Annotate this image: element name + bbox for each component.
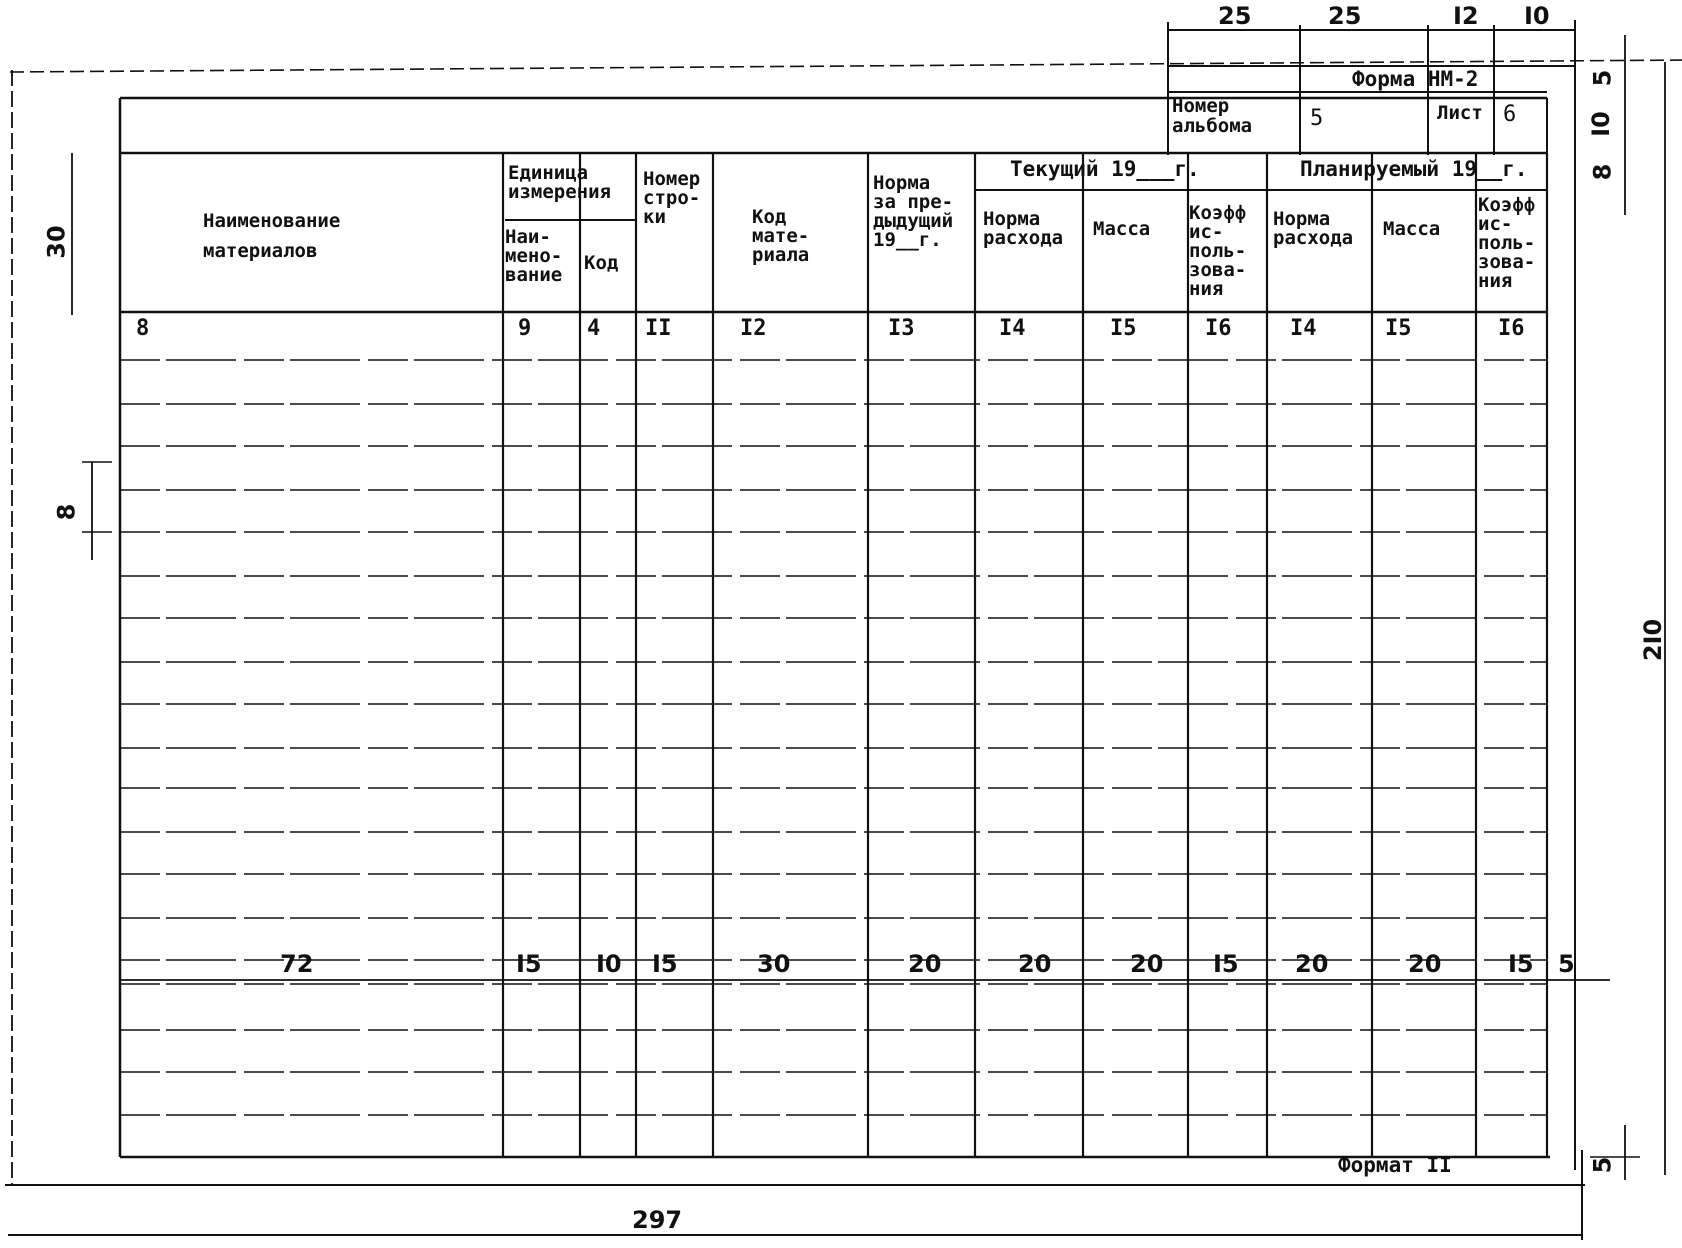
colwidth-12: I5 [1508, 950, 1534, 978]
colwidth-8: 20 [1130, 950, 1164, 978]
format-label: Формат II [1338, 1153, 1452, 1177]
colwidth-9: I5 [1213, 950, 1239, 978]
header-name: Наименование материалов [203, 210, 341, 262]
dim-right-1: 5 [1588, 69, 1617, 87]
dim-right-bottom: 5 [1588, 1156, 1617, 1174]
dim-total-width: 297 [632, 1206, 683, 1234]
dim-left-row: 8 [52, 503, 81, 521]
dim-row-gap-right: 5 [1558, 950, 1575, 978]
dim-total-height: 2I0 [1639, 618, 1668, 662]
dim-right-2: I0 [1586, 111, 1615, 137]
colwidth-3: I0 [596, 950, 622, 978]
album-value: 5 [1310, 106, 1324, 131]
colwidth-2: I5 [516, 950, 542, 978]
dim-top-2: 25 [1328, 2, 1362, 30]
header-cur-coef: Коэфф ис- поль- зова- ния [1189, 202, 1247, 300]
dim-right-3: 8 [1588, 163, 1617, 181]
sheet-label: Лист [1437, 102, 1483, 124]
colnum-5: I2 [740, 316, 767, 341]
colwidth-4: I5 [652, 950, 678, 978]
dim-left-header: 30 [42, 225, 71, 259]
colwidth-1: 72 [280, 950, 314, 978]
colnum-10: I4 [1290, 316, 1317, 341]
header-material-code: Код мате- риала [752, 206, 810, 266]
header-current-group: Текущий 19___г. [1010, 157, 1200, 181]
header-line-no: Номер стро- ки [643, 168, 701, 228]
colnum-6: I3 [888, 316, 915, 341]
dim-top-1: 25 [1218, 2, 1252, 30]
header-plan-coef: Коэфф ис- поль- зова- ния [1478, 194, 1536, 292]
header-prev-norm: Норма за пре- дыдущий 19__г. [873, 172, 954, 251]
colnum-4: II [645, 316, 672, 341]
colnum-2: 9 [518, 316, 532, 341]
colnum-12: I6 [1498, 316, 1525, 341]
dim-top-3: I2 [1453, 2, 1479, 30]
header-unit-name: Наи- мено- вание [505, 226, 563, 286]
dim-top-4: I0 [1524, 2, 1550, 30]
sheet-value: 6 [1503, 102, 1517, 127]
colnum-3: 4 [587, 316, 601, 341]
header-unit-code: Код [584, 252, 619, 274]
header-unit-group: Единица измерения [508, 162, 611, 203]
header-cur-norm: Норма расхода [983, 208, 1064, 249]
colnum-7: I4 [999, 316, 1026, 341]
colwidth-11: 20 [1408, 950, 1442, 978]
colnum-11: I5 [1385, 316, 1412, 341]
header-cur-mass: Масса [1093, 218, 1151, 240]
colnum-1: 8 [136, 316, 150, 341]
header-plan-mass: Масса [1383, 218, 1441, 240]
header-plan-norm: Норма расхода [1273, 208, 1354, 249]
header-planned-group: Планируемый 19__г. [1300, 157, 1528, 181]
album-label: Номер альбома [1172, 95, 1253, 137]
colwidth-6: 20 [908, 950, 942, 978]
form-label: Форма НМ-2 [1352, 67, 1479, 91]
colnum-8: I5 [1110, 316, 1137, 341]
colwidth-10: 20 [1295, 950, 1329, 978]
colwidth-7: 20 [1018, 950, 1052, 978]
colwidth-5: 30 [757, 950, 791, 978]
colnum-9: I6 [1205, 316, 1232, 341]
